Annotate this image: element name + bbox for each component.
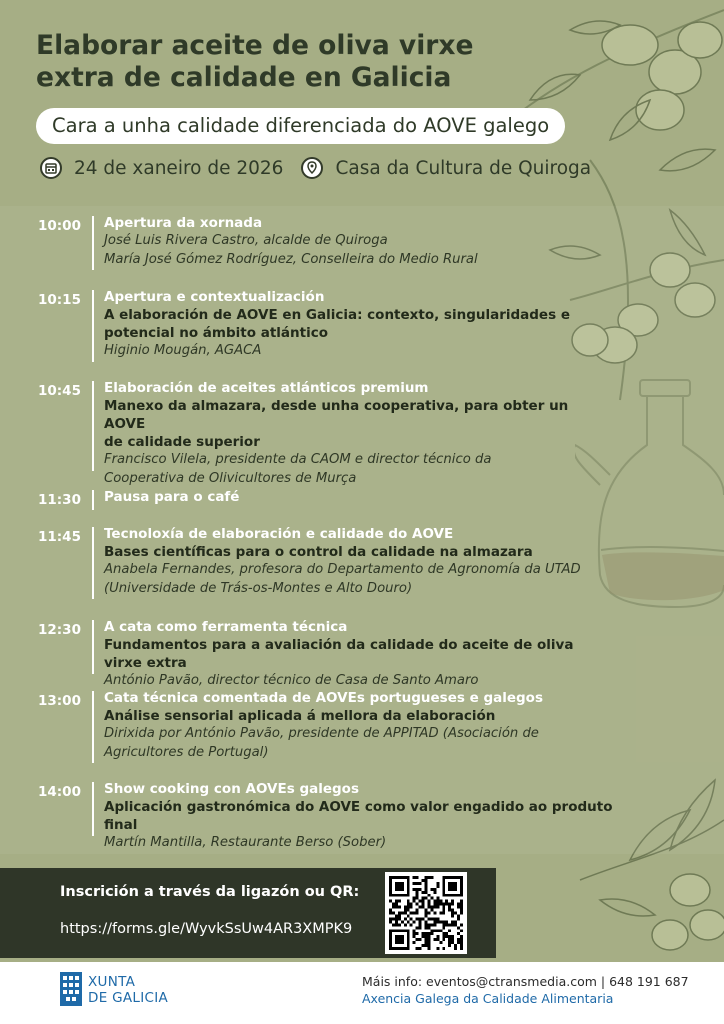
agenda-content [104,214,614,269]
speaker-line: Anabela Fernandes, profesora do Departamento de Agronomía da UTAD [104,562,581,577]
title-line-2: extra de calidade en Galicia [36,62,452,93]
session-topic: A elaboración de AOVE en Galicia: contexto, singularidades e [104,307,570,323]
speaker-line: António Pavão, director técnico de Casa de Santo Amaro [104,673,479,688]
agenda-divider [92,490,94,510]
session-title: Apertura e contextualización [104,289,325,305]
agenda-time: 10:45 [38,383,81,399]
speaker-line: José Luis Rivera Castro, alcalde de Quiroga [104,233,388,248]
org-name-line1: XUNTA [88,974,136,990]
agenda-content [104,488,614,506]
qr-code[interactable] [385,872,467,954]
agenda-divider [92,216,94,270]
speaker-line: Cooperativa de Olivicultores de Murça [104,470,357,486]
page-title [36,30,556,94]
agenda-time: 11:45 [38,529,81,545]
speaker-line: Dirixida por António Pavão, presidente de APPITAD (Asociación de [104,726,539,741]
session-title: Elaboración de aceites atlánticos premium [104,380,429,396]
session-topic: Aplicación gastronómica do AOVE como valor engadido ao produto final [104,799,613,833]
speaker-line: Agricultores de Portugal) [104,744,269,760]
agenda-divider [92,620,94,674]
title-line-1: Elaborar aceite de oliva virxe [36,30,474,61]
location-pin-icon [301,157,323,179]
session-title: Apertura da xornada [104,215,263,231]
session-topic: de calidade superior [104,434,260,450]
session-topic: Bases científicas para o control da calidade na almazara [104,544,533,560]
speaker-line: Martín Mantilla, Restaurante Berso (Sober) [104,835,387,850]
agenda-time: 12:30 [38,622,81,638]
agenda-divider [92,691,94,763]
session-topic: Análise sensorial aplicada á mellora da elaboración [104,708,496,724]
session-topic: Fundamentos para a avaliación da calidade do aceite de oliva virxe extra [104,637,574,671]
event-date: 24 de xaneiro de 2026 [74,157,284,179]
qr-code-pattern [389,876,463,950]
event-location: Casa da Cultura de Quiroga [335,157,592,179]
session-title: A cata como ferramenta técnica [104,619,348,635]
agenda-content [104,780,614,853]
agenda-content [104,288,614,361]
agenda-time: 10:15 [38,292,81,308]
agenda-time: 10:00 [38,218,81,234]
agenda-divider [92,782,94,836]
registration-label: Inscrición a través da ligazón ou QR: [60,884,360,900]
subtitle-pill: Cara a unha calidade diferenciada do AOVE galego [36,108,565,144]
agenda-content [104,689,614,762]
agenda-content [104,618,614,691]
session-title: Show cooking con AOVEs galegos [104,781,359,797]
agenda-divider [92,527,94,599]
xunta-logo-icon [60,972,82,1006]
contact-info: Máis info: eventos@ctransmedia.com | 648 191 687 [362,974,689,989]
calendar-icon [40,157,62,179]
agenda-time: 13:00 [38,693,81,709]
session-topic: potencial no ámbito atlántico [104,325,328,341]
agenda-divider [92,381,94,471]
session-topic: Manexo da almazara, desde unha cooperativa, para obter un AOVE [104,398,569,432]
org-name-line2: DE GALICIA [88,990,169,1006]
agenda-time: 11:30 [38,492,81,508]
session-title: Cata técnica comentada de AOVEs portugueses e galegos [104,690,543,706]
speaker-line: María José Gómez Rodríguez, Conselleira do Medio Rural [104,251,478,267]
speaker-line: (Universidade de Trás-os-Montes e Alto Douro) [104,580,413,596]
agency-name: Axencia Galega da Calidade Alimentaria [362,991,614,1006]
registration-link[interactable]: https://forms.gle/WyvkSsUw4AR3XMPK9 [60,921,353,937]
agenda-content [104,525,614,598]
agenda-time: 14:00 [38,784,81,800]
session-title: Pausa para o café [104,489,240,505]
agenda-divider [92,290,94,362]
session-title: Tecnoloxía de elaboración e calidade do AOVE [104,526,454,542]
speaker-line: Francisco Vilela, presidente da CAOM e director técnico da [104,452,492,467]
agenda-content [104,379,614,488]
event-meta [40,154,609,182]
speaker-line: Higinio Mougán, AGACA [104,343,262,358]
